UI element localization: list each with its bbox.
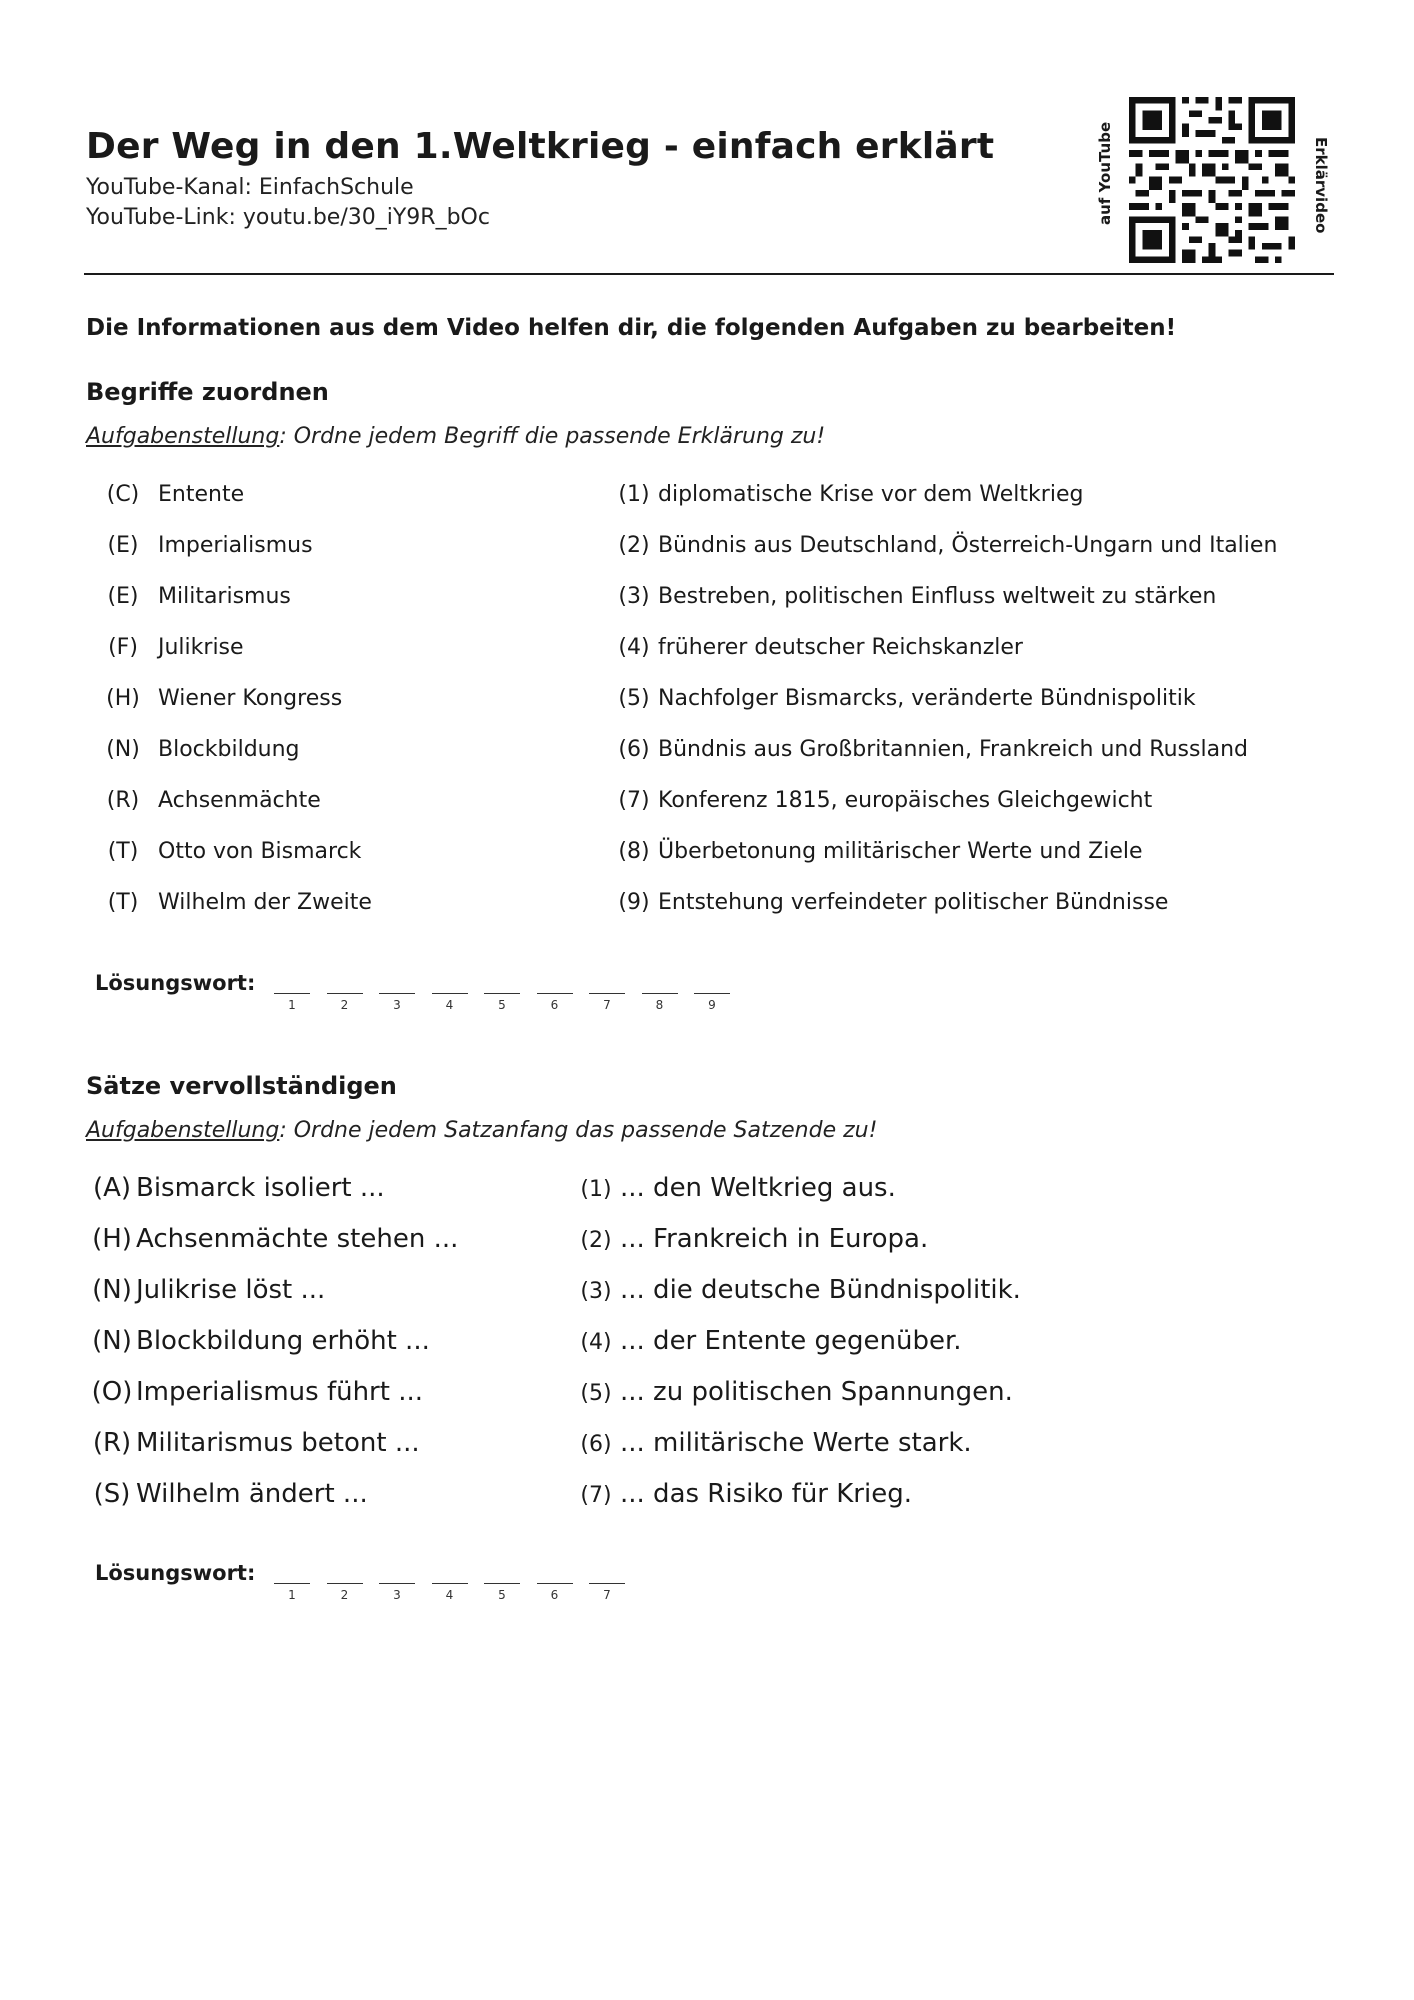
page-title: Der Weg in den 1.Weltkrieg - einfach erklärt xyxy=(86,126,995,167)
sentence-ending: ... den Weltkrieg aus. xyxy=(620,1173,896,1203)
explanation-text: Bündnis aus Deutschland, Österreich-Ungarn und Italien xyxy=(658,533,1278,558)
ending-number: (1) xyxy=(580,1177,612,1202)
term-text: Blockbildung xyxy=(158,737,300,762)
sentence-start: Achsenmächte stehen ... xyxy=(136,1224,459,1254)
answer-blank-number: 4 xyxy=(445,998,454,1012)
explanation-number: (3) xyxy=(618,584,650,609)
explanation-text: Entstehung verfeindeter politischer Bündnisse xyxy=(658,890,1169,915)
answer-blank[interactable] xyxy=(694,993,730,994)
term-letter: (C) xyxy=(106,482,140,507)
term-letter: (H) xyxy=(106,686,140,711)
term-text: Achsenmächte xyxy=(158,788,321,813)
task-text: : Ordne jedem Satzanfang das passende Satzende zu! xyxy=(279,1118,878,1143)
start-letter: (A) xyxy=(92,1173,132,1203)
answer-blank[interactable] xyxy=(379,993,415,994)
ending-number: (4) xyxy=(580,1330,612,1355)
term-text: Entente xyxy=(158,482,245,507)
answer-blank-number: 8 xyxy=(655,998,664,1012)
qr-right-label: Erklärvideo xyxy=(1312,137,1330,234)
explanation-number: (4) xyxy=(618,635,650,660)
qr-left-label: auf YouTube xyxy=(1096,121,1114,225)
youtube-link[interactable]: YouTube-Link: youtu.be/30_iY9R_bOc xyxy=(86,205,490,230)
solution-word-label: Lösungswort: xyxy=(95,971,256,995)
explanation-number: (7) xyxy=(618,788,650,813)
answer-blank[interactable] xyxy=(484,1583,520,1584)
answer-blank-number: 7 xyxy=(603,1588,611,1602)
answer-blank[interactable] xyxy=(537,993,573,994)
explanation-text: Bestreben, politischen Einfluss weltweit zu stärken xyxy=(658,584,1217,609)
explanation-number: (2) xyxy=(618,533,650,558)
explanation-text: Bündnis aus Großbritannien, Frankreich und Russland xyxy=(658,737,1248,762)
term-letter: (T) xyxy=(107,839,139,864)
answer-blank[interactable] xyxy=(432,993,468,994)
sentence-ending: ... der Entente gegenüber. xyxy=(620,1326,962,1356)
term-text: Otto von Bismarck xyxy=(158,839,362,864)
start-letter: (S) xyxy=(93,1479,131,1509)
start-letter: (N) xyxy=(92,1326,132,1356)
sentence-start: Bismarck isoliert ... xyxy=(136,1173,385,1203)
answer-blank[interactable] xyxy=(589,993,625,994)
answer-blank-number: 9 xyxy=(708,998,716,1012)
answer-blank[interactable] xyxy=(589,1583,625,1584)
task-terms xyxy=(86,424,825,449)
answer-blank[interactable] xyxy=(274,993,310,994)
start-letter: (R) xyxy=(92,1428,132,1458)
term-text: Imperialismus xyxy=(158,533,313,558)
start-letter: (H) xyxy=(92,1224,132,1254)
header-divider xyxy=(84,273,1334,275)
solution-word-label: Lösungswort: xyxy=(95,1561,256,1585)
explanation-number: (9) xyxy=(618,890,650,915)
sentence-ending: ... Frankreich in Europa. xyxy=(620,1224,929,1254)
qr-code-icon[interactable] xyxy=(1129,95,1295,265)
answer-blank[interactable] xyxy=(484,993,520,994)
ending-number: (3) xyxy=(580,1279,612,1304)
start-letter: (O) xyxy=(91,1377,133,1407)
sentence-ending: ... das Risiko für Krieg. xyxy=(620,1479,912,1509)
ending-number: (6) xyxy=(580,1432,612,1457)
explanation-text: Nachfolger Bismarcks, veränderte Bündnispolitik xyxy=(658,686,1196,711)
ending-number: (2) xyxy=(580,1228,612,1253)
sentence-ending: ... die deutsche Bündnispolitik. xyxy=(620,1275,1021,1305)
answer-blank-number: 3 xyxy=(393,1588,401,1602)
answer-blank-number: 5 xyxy=(498,1588,506,1602)
term-text: Wilhelm der Zweite xyxy=(158,890,372,915)
explanation-text: diplomatische Krise vor dem Weltkrieg xyxy=(658,482,1084,507)
sentence-start: Militarismus betont ... xyxy=(136,1428,420,1458)
answer-blank-number: 6 xyxy=(550,998,559,1012)
task-text: : Ordne jedem Begriff die passende Erklärung zu! xyxy=(279,424,826,449)
term-text: Wiener Kongress xyxy=(158,686,343,711)
explanation-text: Überbetonung militärischer Werte und Ziele xyxy=(658,839,1143,864)
answer-blank-number: 1 xyxy=(288,1588,296,1602)
ending-number: (5) xyxy=(580,1381,612,1406)
term-text: Militarismus xyxy=(158,584,291,609)
sentence-start: Blockbildung erhöht ... xyxy=(136,1326,430,1356)
explanation-text: Konferenz 1815, europäisches Gleichgewicht xyxy=(658,788,1153,813)
answer-blank-number: 7 xyxy=(603,998,611,1012)
term-letter: (T) xyxy=(107,890,139,915)
explanation-number: (6) xyxy=(618,737,650,762)
youtube-channel: YouTube-Kanal: EinfachSchule xyxy=(86,175,414,200)
explanation-text: früherer deutscher Reichskanzler xyxy=(658,635,1023,660)
explanation-number: (8) xyxy=(618,839,650,864)
sentence-start: Julikrise löst ... xyxy=(136,1275,326,1305)
term-letter: (F) xyxy=(108,635,138,660)
answer-blank-number: 6 xyxy=(550,1588,559,1602)
sentence-start: Wilhelm ändert ... xyxy=(136,1479,368,1509)
answer-blank[interactable] xyxy=(327,993,363,994)
intro-instruction: Die Informationen aus dem Video helfen dir, die folgenden Aufgaben zu bearbeiten! xyxy=(86,315,1177,341)
sentence-ending: ... militärische Werte stark. xyxy=(620,1428,972,1458)
start-letter: (N) xyxy=(92,1275,132,1305)
answer-blank[interactable] xyxy=(537,1583,573,1584)
term-letter: (E) xyxy=(107,584,139,609)
task-label: Aufgabenstellung xyxy=(86,1118,280,1143)
answer-blank-number: 2 xyxy=(340,1588,349,1602)
answer-blank-number: 3 xyxy=(393,998,401,1012)
answer-blank[interactable] xyxy=(379,1583,415,1584)
answer-blank[interactable] xyxy=(432,1583,468,1584)
term-text: Julikrise xyxy=(158,635,244,660)
sentence-start: Imperialismus führt ... xyxy=(136,1377,424,1407)
section-title-terms: Begriffe zuordnen xyxy=(86,378,329,406)
section-title-sentences: Sätze vervollständigen xyxy=(86,1072,397,1100)
answer-blank-number: 5 xyxy=(498,998,506,1012)
answer-blank[interactable] xyxy=(327,1583,363,1584)
term-letter: (E) xyxy=(107,533,139,558)
ending-number: (7) xyxy=(580,1483,612,1508)
task-label: Aufgabenstellung xyxy=(86,424,280,449)
term-letter: (R) xyxy=(106,788,140,813)
answer-blank[interactable] xyxy=(642,993,678,994)
explanation-number: (5) xyxy=(618,686,650,711)
answer-blank[interactable] xyxy=(274,1583,310,1584)
answer-blank-number: 2 xyxy=(340,998,349,1012)
task-sentences xyxy=(86,1118,877,1143)
term-letter: (N) xyxy=(106,737,140,762)
explanation-number: (1) xyxy=(618,482,650,507)
answer-blank-number: 1 xyxy=(288,998,296,1012)
answer-blank-number: 4 xyxy=(445,1588,454,1602)
sentence-ending: ... zu politischen Spannungen. xyxy=(620,1377,1013,1407)
